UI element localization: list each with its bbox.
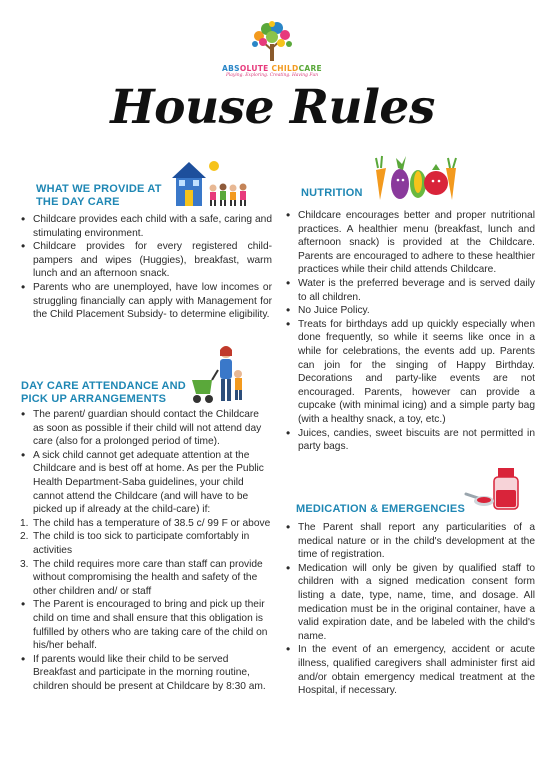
- list-item: • In the event of an emergency, accident or acute illness, qualified caregivers shall administer first aid and/or obtain emergency medical treatment at the Hospital, if necessary.: [285, 643, 535, 697]
- attendance-numbered-list: [20, 517, 272, 599]
- item-number: 2.: [20, 531, 29, 543]
- numbered-item: [20, 530, 272, 557]
- list-item: • A sick child cannot get adequate attention at the Childcare and is best off at home. As per the Public Health Department-Saba guidelines, your child cannot attend the Childcare (and will have to be picked up if already at the child-care) if:: [20, 449, 272, 517]
- list-item: • Childcare provides for every registered child- pampers and wipes (Huggies), breakfast, warm lunch and an afternoon snack.: [20, 240, 272, 281]
- list-item: • Childcare provides each child with a safe, caring and stimulating environment.: [20, 213, 272, 240]
- section-heading-medication: MEDICATION & EMERGENCIES: [296, 503, 465, 515]
- list-item: • If parents would like their child to be served Breakfast and participate in the morning routine, children should be present at Childcare by 8:30 am.: [20, 653, 272, 694]
- provide-list: [20, 213, 272, 322]
- medication-list: [285, 521, 535, 698]
- brand-logo: [222, 20, 322, 84]
- medicine-bottle-icon: [464, 466, 530, 512]
- logo-name: [222, 64, 322, 73]
- numbered-item: [20, 517, 272, 531]
- item-number: 3.: [20, 558, 29, 570]
- list-item: • The parent/ guardian should contact the Childcare as soon as possible if their child will not attend day care (also for a prolonged period of time).: [20, 408, 272, 449]
- list-item: • Juices, candies, sweet biscuits are not permitted in party bags.: [285, 427, 535, 454]
- logo-tagline: Playing. Exploring. Creating. Having Fun: [225, 73, 319, 78]
- section-heading-nutrition: NUTRITION: [301, 187, 363, 199]
- attendance-list: [20, 408, 272, 517]
- logo-name-part: OLUTE: [239, 64, 272, 73]
- logo-name-part: CHILD: [271, 64, 299, 73]
- list-item: • No Juice Policy.: [285, 304, 535, 318]
- page-title: House Rules: [110, 80, 435, 135]
- logo-name-part: ABS: [222, 64, 240, 73]
- section-heading-attendance: DAY CARE ATTENDANCE AND PICK UP ARRANGEMENTS: [21, 380, 186, 405]
- attendance-block: [20, 408, 272, 693]
- logo-name-part: CARE: [298, 64, 322, 73]
- item-text: The child requires more care than staff can provide without compromising the health and safety of the other children and/ or staff: [33, 558, 263, 597]
- list-item: • Water is the preferred beverage and is served daily to all children.: [285, 277, 535, 304]
- list-item: • The Parent is encouraged to bring and pick up their child on time and shall ensure that this obligation is fulfilled by others who are taking care of the child on his/her behalf.: [20, 598, 272, 652]
- item-text: The child has a temperature of 38.5 c/ 99 F or above: [33, 517, 271, 529]
- nutrition-list: [285, 209, 535, 454]
- list-item: • Parents who are unemployed, have low incomes or struggling financially can apply with Management for the Child Placement Subsidy- to determine eligibility.: [20, 281, 272, 322]
- parent-stroller-icon: [188, 344, 252, 408]
- item-number: 1.: [20, 517, 29, 529]
- attendance-list-2: [20, 598, 272, 693]
- numbered-item: [20, 558, 272, 599]
- item-text: The child is too sick to participate comfortably in activities: [33, 531, 250, 556]
- section-heading-provide: WHAT WE PROVIDE AT THE DAY CARE: [36, 183, 162, 208]
- list-item: • Treats for birthdays add up quickly especially when done frequently, so while it seems like once in a while for celebrations, the events add up. Parents can join for the singing of Happy Birthday. Decorations and party-like events are not encouraged. Parents, however can provide a cupcake (with minimal icing) and a simple party bag (with a healthy snack, a toy, etc.): [285, 318, 535, 427]
- list-item: • The Parent shall report any particularities of a medical nature or in the child's development at the time of registration.: [285, 521, 535, 562]
- vegetables-icon: [372, 150, 458, 202]
- list-item: • Medication will only be given by qualified staff to children with a signed medication consent form listing a date, type, name, time, and dosage. All medication must be in the original container, have a valid expiration date, and be labeled with the child's name.: [285, 562, 535, 644]
- house-children-icon: [170, 158, 250, 208]
- tree-icon: [247, 20, 297, 64]
- list-item: • Childcare encourages better and proper nutritional practices. A healthier menu (breakfast, lunch and afternoon snack) is provided at the Childcare. Parents are encouraged to adhere to these healthier practices while their child attends Childcare.: [285, 209, 535, 277]
